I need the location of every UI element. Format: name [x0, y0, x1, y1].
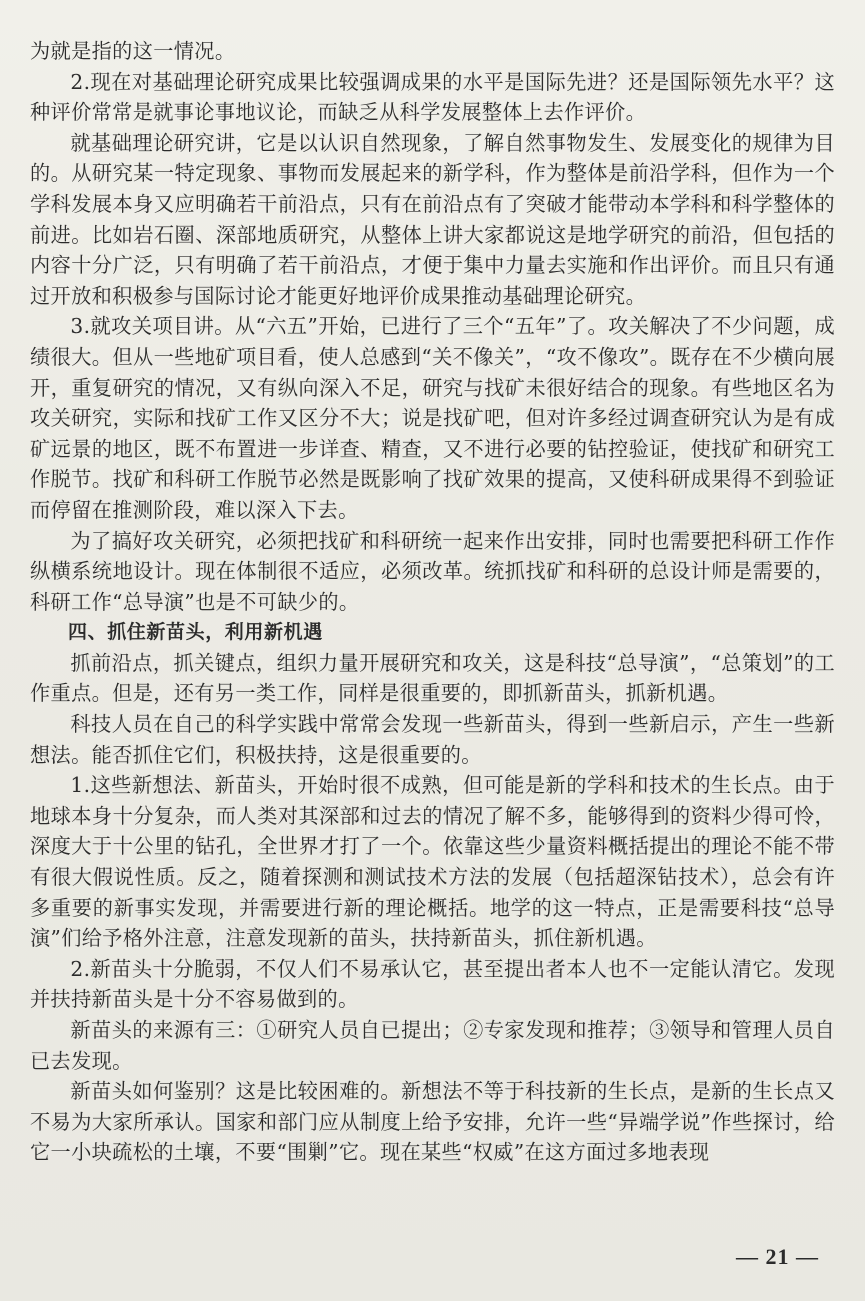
paragraph: 2.现在对基础理论研究成果比较强调成果的水平是国际先进？还是国际领先水平？这种评价常常是就事论事地议论，而缺乏从科学发展整体上去作评价。 [30, 69, 835, 125]
paragraph: 新苗头的来源有三：①研究人员自已提出；②专家发现和推荐；③领导和管理人员自已去发现。 [30, 1018, 835, 1073]
paragraph: 就基础理论研究讲，它是以认识自然现象，了解自然事物发生、发展变化的规律为目的。从研究某一特定现象、事物而发展起来的新学科，作为整体是前沿学科，但作为一个学科发展本身又应明确若干前沿点，只有在前沿点有了突破才能带动本学科和科学整体的前进。比如岩石圈、深部地质研究，从整体上讲大家都说这是地学研究的前沿，但包括的内容十分广泛，只有明确了若干前沿点，才便于集中力量去实施和作出评价。而且只有通过开放和积极参与国际讨论才能更好地评价成果推动基础理论研究。 [30, 130, 835, 308]
body-text [30, 36, 835, 1168]
paragraph: 科技人员在自己的科学实践中常常会发现一些新苗头，得到一些新启示，产生一些新想法。能否抓住它们，积极扶持，这是很重要的。 [30, 712, 835, 767]
paragraph: 为了搞好攻关研究，必须把找矿和科研统一起来作出安排，同时也需要把科研工作作纵横系统地设计。现在体制很不适应，必须改革。统抓找矿和科研的总设计师是需要的，科研工作“总导演”也是不可缺少的。 [30, 528, 835, 614]
paragraph: 2.新苗头十分脆弱，不仅人们不易承认它，甚至提出者本人也不一定能认清它。发现并扶持新苗头是十分不容易做到的。 [30, 956, 835, 1012]
paragraph: 抓前沿点，抓关键点，组织力量开展研究和攻关，这是科技“总导演”，“总策划”的工作重点。但是，还有另一类工作，同样是很重要的，即抓新苗头，抓新机遇。 [30, 650, 835, 706]
paragraph: 新苗头如何鉴别？这是比较困难的。新想法不等于科技新的生长点，是新的生长点又不易为大家所承认。国家和部门应从制度上给予安排，允许一些“异端学说”作些探讨，给它一小块疏松的土壤，不要“围剿”它。现在某些“权威”在这方面过多地表现 [30, 1079, 835, 1165]
paragraph: 为就是指的这一情况。 [30, 39, 236, 63]
paragraph: 1.这些新想法、新苗头，开始时很不成熟，但可能是新的学科和技术的生长点。由于地球本身十分复杂，而人类对其深部和过去的情况了解不多，能够得到的资料少得可怜，深度大于十公里的钻孔，全世界才打了一个。依靠这些少量资料概括提出的理论不能不带有很大假说性质。反之，随着探测和测试技术方法的发展（包括超深钻技术），总会有许多重要的新事实发现，并需要进行新的理论概括。地学的这一特点，正是需要科技“总导演”们给予格外注意，注意发现新的苗头，扶持新苗头，抓住新机遇。 [30, 773, 835, 951]
section-heading: 四、抓住新苗头，利用新机遇 [68, 621, 323, 644]
paragraph: 3.就攻关项目讲。从“六五”开始，已进行了三个“五年”了。攻关解决了不少问题，成绩很大。但从一些地矿项目看，使人总感到“关不像关”，“攻不像攻”。既存在不少横向展开，重复研究的情况，又有纵向深入不足，研究与找矿未很好结合的现象。有些地区名为攻关研究，实际和找矿工作又区分不大；说是找矿吧，但对许多经过调查研究认为是有成矿远景的地区，既不布置进一步详查、精查，又不进行必要的钻控验证，使找矿和研究工作脱节。找矿和科研工作脱节必然是既影响了找矿效果的提高，又使科研成果得不到验证而停留在推测阶段，难以深入下去。 [30, 314, 835, 522]
page-number: — 21 — [736, 1244, 819, 1269]
